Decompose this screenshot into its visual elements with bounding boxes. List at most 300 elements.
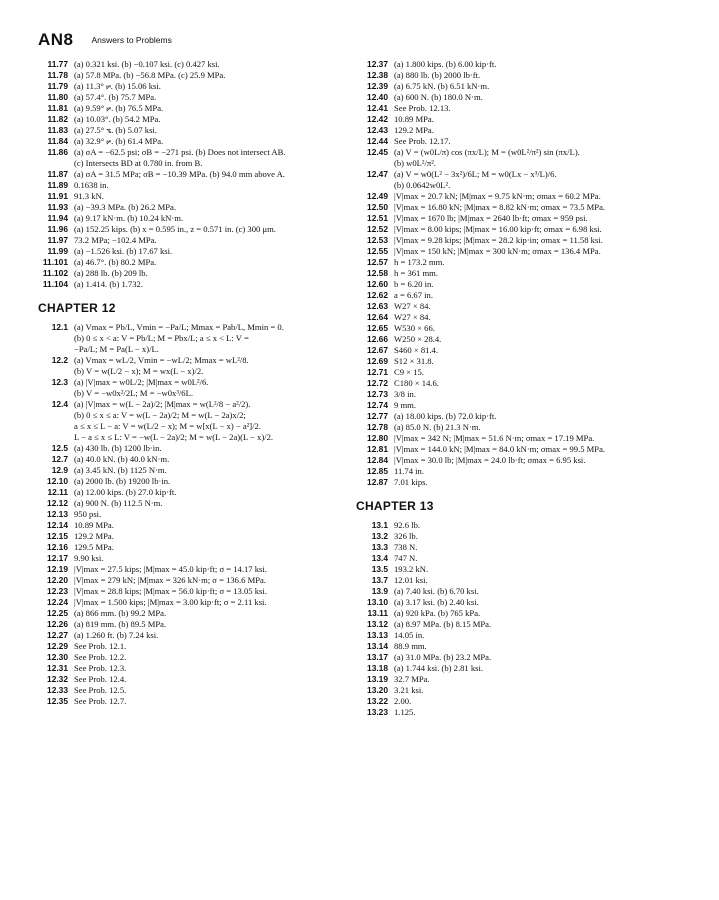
problem-number: 11.97: [47, 235, 68, 245]
answer-text: [394, 444, 693, 455]
problem-number: 13.14: [367, 641, 388, 651]
answer-row: [30, 279, 350, 290]
answer-row: [30, 465, 350, 476]
answer-line: 32.7 MPa.: [394, 674, 430, 684]
problem-number: 12.87: [367, 477, 388, 487]
answer-row: [353, 323, 693, 334]
answer-row: [30, 476, 350, 487]
answer-line: (a) 1.260 ft. (b) 7.24 ksi.: [74, 630, 159, 640]
answer-row: [353, 246, 693, 257]
answer-text: [74, 180, 350, 191]
answer-line: (b) 0.0642w0L².: [394, 180, 451, 190]
problem-number: 13.9: [371, 586, 388, 596]
problem-number: 12.33: [47, 685, 68, 695]
answer-row: [353, 356, 693, 367]
answer-text: [74, 531, 350, 542]
page-number: AN8: [38, 30, 74, 49]
answer-row: [353, 477, 693, 488]
answer-line: (a) 6.75 kN. (b) 6.51 kN·m.: [394, 81, 490, 91]
answer-line: L − a ≤ x ≤ L: V = −w(L − 2a)/2; M = w(L − 2a)(L − x)/2.: [74, 432, 274, 442]
answer-line: (a) 9.59° ⦬. (b) 76.5 MPa.: [74, 103, 164, 113]
answer-text: [74, 564, 350, 575]
problem-number: 12.66: [367, 334, 388, 344]
answer-text: [394, 685, 693, 696]
answer-text: [74, 674, 350, 685]
problem-number: 12.63: [367, 301, 388, 311]
answer-text: [394, 268, 693, 279]
answer-text: [74, 608, 350, 619]
problem-number: 12.2: [51, 355, 68, 365]
answer-text: [394, 378, 693, 389]
problem-number: 12.84: [367, 455, 388, 465]
answer-text: [394, 136, 693, 147]
answer-line: (a) 1.744 ksi. (b) 2.81 ksi.: [394, 663, 484, 673]
left-column: [30, 59, 350, 707]
answer-line: See Prob. 12.7.: [74, 696, 127, 706]
problem-number: 12.44: [367, 136, 388, 146]
answer-line: |V|max = 28.8 kips; |M|max = 56.0 kip·ft; σ = 13.05 ksi.: [74, 586, 267, 596]
answer-line: 3/8 in.: [394, 389, 416, 399]
problem-number: 12.74: [367, 400, 388, 410]
answer-row: [353, 312, 693, 323]
answer-text: [394, 619, 693, 630]
answer-line: (a) σA = 31.5 MPa; σB = −10.39 MPa. (b) 94.0 mm above A.: [74, 169, 285, 179]
answer-text: [74, 268, 350, 279]
problem-number: 12.13: [47, 509, 68, 519]
problem-number: 12.50: [367, 202, 388, 212]
answer-line: 92.6 lb.: [394, 520, 421, 530]
answer-line: (a) 8.97 MPa. (b) 8.15 MPa.: [394, 619, 492, 629]
answer-row: [353, 597, 693, 608]
answer-text: [394, 257, 693, 268]
answer-line: (a) 10.03°. (b) 54.2 MPa.: [74, 114, 161, 124]
answer-line: |V|max = 1.500 kips; |M|max = 3.00 kip·ft; σ = 2.11 ksi.: [74, 597, 267, 607]
answer-line: (a) 600 N. (b) 180.0 N·m.: [394, 92, 483, 102]
problem-number: 12.30: [47, 652, 68, 662]
answer-text: [394, 477, 693, 488]
answer-row: [353, 433, 693, 444]
answer-text: [394, 520, 693, 531]
answer-line: (a) 40.0 kN. (b) 40.0 kN·m.: [74, 454, 170, 464]
problem-number: 11.91: [47, 191, 68, 201]
problem-number: 11.94: [47, 213, 68, 223]
answer-line: (a) 920 kPa. (b) 765 kPa.: [394, 608, 481, 618]
answer-row: [30, 125, 350, 136]
problem-number: 12.49: [367, 191, 388, 201]
answer-row: [353, 279, 693, 290]
answer-line: W250 × 28.4.: [394, 334, 442, 344]
problem-number: 13.18: [367, 663, 388, 673]
answer-row: [30, 509, 350, 520]
answer-row: [30, 92, 350, 103]
answer-line: (a) 880 lb. (b) 2000 lb·ft.: [394, 70, 481, 80]
answer-row: [353, 213, 693, 224]
answer-row: [30, 564, 350, 575]
answer-text: [74, 246, 350, 257]
answer-text: [74, 509, 350, 520]
answer-row: [30, 268, 350, 279]
problem-number: 12.32: [47, 674, 68, 684]
answer-text: [394, 411, 693, 422]
answer-line: |V|max = 144.0 kN; |M|max = 84.0 kN·m; σmax = 99.5 MPa.: [394, 444, 606, 454]
answer-line: |V|max = 150 kN; |M|max = 300 kN·m; σmax = 136.4 MPa.: [394, 246, 601, 256]
problem-number: 12.72: [367, 378, 388, 388]
problem-number: 12.73: [367, 389, 388, 399]
problem-number: 11.87: [47, 169, 68, 179]
answer-row: [30, 202, 350, 213]
problem-number: 11.102: [42, 268, 68, 278]
answer-text: [74, 377, 350, 399]
answer-line: W27 × 84.: [394, 312, 431, 322]
answer-line: (c) Intersects BD at 0.780 in. from B.: [74, 158, 203, 168]
answer-row: [353, 542, 693, 553]
answer-line: 12.01 ksi.: [394, 575, 428, 585]
problem-number: 12.71: [367, 367, 388, 377]
answer-line: 91.3 kN.: [74, 191, 104, 201]
answer-line: (a) 27.5° ⦪. (b) 5.07 ksi.: [74, 125, 157, 135]
answer-text: [74, 191, 350, 202]
problem-number: 11.81: [47, 103, 68, 113]
answer-row: [353, 520, 693, 531]
answer-line: b = 6.20 in.: [394, 279, 434, 289]
problem-number: 11.80: [47, 92, 68, 102]
answer-text: [74, 476, 350, 487]
answer-text: [74, 70, 350, 81]
problem-number: 13.5: [371, 564, 388, 574]
answer-text: [74, 213, 350, 224]
problem-number: 12.43: [367, 125, 388, 135]
answer-line: 326 lb.: [394, 531, 418, 541]
answer-text: [394, 422, 693, 433]
answer-text: [394, 608, 693, 619]
problem-number: 13.22: [367, 696, 388, 706]
answer-text: [74, 235, 350, 246]
answer-row: [353, 114, 693, 125]
answer-text: [394, 103, 693, 114]
answer-line: (a) 3.45 kN. (b) 1125 N·m.: [74, 465, 167, 475]
answer-line: C9 × 15.: [394, 367, 424, 377]
problem-number: 12.57: [367, 257, 388, 267]
problem-number: 12.85: [367, 466, 388, 476]
answer-text: [394, 312, 693, 323]
problem-number: 12.26: [47, 619, 68, 629]
answer-line: (a) |V|max = w0L/2; |M|max = w0L²/6.: [74, 377, 209, 387]
problem-number: 13.1: [371, 520, 388, 530]
problem-number: 12.67: [367, 345, 388, 355]
answer-row: [353, 400, 693, 411]
answer-line: (a) V = (w0L/π) cos (πx/L); M = (w0L²/π²) sin (πx/L).: [394, 147, 580, 157]
problem-number: 12.64: [367, 312, 388, 322]
answer-row: [353, 59, 693, 70]
answer-text: [74, 641, 350, 652]
answer-text: [74, 399, 350, 443]
problem-number: 13.20: [367, 685, 388, 695]
answer-row: [353, 81, 693, 92]
answer-line: 2.00.: [394, 696, 412, 706]
answer-text: [74, 465, 350, 476]
answer-text: [394, 542, 693, 553]
answer-row: [353, 608, 693, 619]
answer-text: [394, 81, 693, 92]
answer-line: S460 × 81.4.: [394, 345, 439, 355]
answer-text: [74, 103, 350, 114]
answer-line: (a) 900 N. (b) 112.5 N·m.: [74, 498, 163, 508]
problem-number: 13.19: [367, 674, 388, 684]
answer-line: 129.2 MPa.: [394, 125, 434, 135]
answer-text: [74, 619, 350, 630]
answer-line: (a) |V|max = w(L − 2a)/2; |M|max = w(L²/8 − a²/2).: [74, 399, 251, 409]
answer-row: [30, 169, 350, 180]
answer-row: [30, 257, 350, 268]
answer-text: [394, 575, 693, 586]
answer-row: [30, 542, 350, 553]
problem-number: 12.39: [367, 81, 388, 91]
problem-number: 12.11: [47, 487, 68, 497]
answer-text: [394, 367, 693, 378]
answer-line: (a) 0.321 ksi. (b) −0.107 ksi. (c) 0.427 ksi.: [74, 59, 220, 69]
answer-text: [74, 498, 350, 509]
answer-text: [394, 641, 693, 652]
answer-row: [353, 422, 693, 433]
answer-row: [353, 345, 693, 356]
answer-row: [353, 290, 693, 301]
answer-line: See Prob. 12.1.: [74, 641, 127, 651]
answer-line: (a) σA = −62.5 psi; σB = −271 psi. (b) Does not intersect AB.: [74, 147, 286, 157]
answer-row: [30, 696, 350, 707]
answer-line: (a) 11.3° ⦬. (b) 15.06 ksi.: [74, 81, 161, 91]
answer-text: [74, 202, 350, 213]
answer-line: (b) w0L²/π².: [394, 158, 436, 168]
answer-row: [30, 641, 350, 652]
answer-row: [353, 224, 693, 235]
answer-line: (a) 7.40 ksi. (b) 6.70 ksi.: [394, 586, 479, 596]
answer-row: [30, 498, 350, 509]
answer-row: [353, 334, 693, 345]
answer-text: [394, 466, 693, 477]
problem-number: 12.7: [51, 454, 68, 464]
answer-text: [394, 356, 693, 367]
problem-number: 12.77: [367, 411, 388, 421]
problem-number: 13.23: [367, 707, 388, 717]
answer-text: [74, 169, 350, 180]
answer-line: |V|max = 20.7 kN; |M|max = 9.75 kN·m; σmax = 60.2 MPa.: [394, 191, 601, 201]
answer-text: [74, 136, 350, 147]
answer-line: h = 173.2 mm.: [394, 257, 445, 267]
answer-row: [30, 377, 350, 399]
answer-text: [394, 323, 693, 334]
answer-line: (a) 18.00 kips. (b) 72.0 kip·ft.: [394, 411, 497, 421]
answer-line: (a) 2000 lb. (b) 19200 lb·in.: [74, 476, 171, 486]
answer-text: [74, 454, 350, 465]
answer-text: [74, 355, 350, 377]
answer-line: (a) −39.3 MPa. (b) 26.2 MPa.: [74, 202, 176, 212]
answer-row: [353, 70, 693, 81]
answer-row: [353, 169, 693, 191]
answer-text: [74, 696, 350, 707]
answer-row: [30, 70, 350, 81]
problem-number: 12.55: [367, 246, 388, 256]
answer-text: [74, 652, 350, 663]
answer-text: [394, 707, 693, 718]
answer-line: 7.01 kips.: [394, 477, 428, 487]
answer-line: |V|max = 8.00 kips; |M|max = 16.00 kip·ft; σmax = 6.98 ksi.: [394, 224, 602, 234]
answer-row: [30, 103, 350, 114]
problem-number: 11.104: [42, 279, 68, 289]
problem-number: 12.37: [367, 59, 388, 69]
answer-line: (a) 866 mm. (b) 99.2 MPa.: [74, 608, 167, 618]
answer-text: [394, 202, 693, 213]
answer-row: [353, 235, 693, 246]
answer-line: 129.2 MPa.: [74, 531, 114, 541]
answer-text: [394, 696, 693, 707]
problem-number: 12.10: [47, 476, 68, 486]
answer-row: [353, 641, 693, 652]
problem-number: 13.12: [367, 619, 388, 629]
answer-row: [30, 531, 350, 542]
answer-row: [353, 367, 693, 378]
answer-row: [30, 520, 350, 531]
problem-number: 12.5: [51, 443, 68, 453]
answer-row: [353, 466, 693, 477]
answer-line: (a) Vmax = wL/2, Vmin = −wL/2; Mmax = wL²/8.: [74, 355, 249, 365]
answer-row: [353, 455, 693, 466]
answer-row: [30, 652, 350, 663]
answer-row: [353, 696, 693, 707]
problem-number: 11.101: [42, 257, 68, 267]
answer-text: [74, 279, 350, 290]
answer-line: (b) V = −w0x²/2L; M = −w0x³/6L.: [74, 388, 193, 398]
problem-number: 12.20: [47, 575, 68, 585]
answer-line: |V|max = 16.80 kN; |M|max = 8.82 kN·m; σmax = 73.5 MPa.: [394, 202, 606, 212]
answer-line: (a) −1.526 ksi. (b) 17.67 ksi.: [74, 246, 173, 256]
answer-text: [74, 597, 350, 608]
answer-line: (b) 0 ≤ x < a: V = Pb/L; M = Pbx/L; a ≤ x < L: V =: [74, 333, 249, 343]
answer-row: [353, 630, 693, 641]
answer-line: 3.21 ksi.: [394, 685, 424, 695]
problem-number: 12.53: [367, 235, 388, 245]
answer-row: [30, 191, 350, 202]
problem-number: 12.62: [367, 290, 388, 300]
problem-number: 12.3: [51, 377, 68, 387]
answer-row: [353, 663, 693, 674]
problem-number: 12.81: [367, 444, 388, 454]
page-header: [38, 30, 172, 50]
answer-text: [74, 147, 350, 169]
answer-text: [74, 487, 350, 498]
answer-line: (a) 57.8 MPa. (b) −56.8 MPa. (c) 25.9 MPa.: [74, 70, 226, 80]
answer-row: [30, 114, 350, 125]
answer-text: [394, 455, 693, 466]
answer-line: 88.9 mm.: [394, 641, 427, 651]
problem-number: 12.65: [367, 323, 388, 333]
answer-row: [353, 619, 693, 630]
problem-number: 12.9: [51, 465, 68, 475]
answer-line: h = 361 mm.: [394, 268, 438, 278]
answer-text: [74, 663, 350, 674]
problem-number: 11.93: [47, 202, 68, 212]
answer-row: [30, 597, 350, 608]
problem-number: 11.82: [47, 114, 68, 124]
problem-number: 12.35: [47, 696, 68, 706]
answer-text: [394, 674, 693, 685]
answer-text: [394, 224, 693, 235]
answer-row: [353, 652, 693, 663]
problem-number: 12.29: [47, 641, 68, 651]
answer-row: [353, 707, 693, 718]
answer-line: W530 × 66.: [394, 323, 435, 333]
problem-number: 11.77: [47, 59, 68, 69]
problem-number: 12.78: [367, 422, 388, 432]
answer-line: W27 × 84.: [394, 301, 431, 311]
answer-row: [30, 674, 350, 685]
problem-number: 12.60: [367, 279, 388, 289]
answer-row: [353, 553, 693, 564]
answer-text: [74, 322, 350, 355]
problem-number: 12.23: [47, 586, 68, 596]
problem-number: 11.83: [47, 125, 68, 135]
answer-text: [394, 279, 693, 290]
problem-number: 12.58: [367, 268, 388, 278]
answer-line: (a) 1.414. (b) 1.732.: [74, 279, 143, 289]
problem-number: 12.4: [51, 399, 68, 409]
section-title: Answers to Problems: [91, 35, 172, 45]
answer-line: (a) 430 lb. (b) 1200 lb·in.: [74, 443, 162, 453]
problem-number: 12.24: [47, 597, 68, 607]
problem-number: 12.27: [47, 630, 68, 640]
answer-row: [353, 674, 693, 685]
answer-row: [353, 411, 693, 422]
answer-text: [74, 257, 350, 268]
answer-line: a = 6.67 in.: [394, 290, 433, 300]
answer-line: 10.89 MPa.: [394, 114, 434, 124]
answer-line: (a) V = w0(L² − 3x²)/6L; M = w0(Lx − x³/L)/6.: [394, 169, 557, 179]
answer-row: [30, 322, 350, 355]
problem-number: 12.42: [367, 114, 388, 124]
problem-number: 11.89: [47, 180, 68, 190]
answer-line: (a) 3.17 ksi. (b) 2.40 ksi.: [394, 597, 479, 607]
answer-row: [30, 213, 350, 224]
answer-text: [394, 169, 693, 191]
answer-text: [394, 59, 693, 70]
answer-line: 10.89 MPa.: [74, 520, 114, 530]
answer-line: |V|max = 1670 lb; |M|max = 2640 lb·ft; σmax = 959 psi.: [394, 213, 588, 223]
chapter-heading: CHAPTER 12: [38, 301, 116, 315]
answer-line: (b) 0 ≤ x ≤ a: V = w(L − 2a)/2; M = w(L − 2a)x/2;: [74, 410, 246, 420]
answer-text: [394, 564, 693, 575]
answer-row: [30, 454, 350, 465]
answer-row: [30, 619, 350, 630]
answer-text: [394, 301, 693, 312]
problem-number: 12.45: [367, 147, 388, 157]
answer-text: [74, 81, 350, 92]
answer-text: [74, 114, 350, 125]
answer-text: [394, 586, 693, 597]
answer-line: 129.5 MPa.: [74, 542, 114, 552]
problem-number: 12.69: [367, 356, 388, 366]
answer-row: [353, 301, 693, 312]
answer-row: [30, 630, 350, 641]
answer-text: [394, 213, 693, 224]
answer-line: (a) 152.25 kips. (b) x = 0.595 in., z = 0.571 in. (c) 300 μm.: [74, 224, 276, 234]
answer-text: [74, 542, 350, 553]
answer-line: S12 × 31.8.: [394, 356, 434, 366]
answer-row: [30, 59, 350, 70]
chapter-heading: CHAPTER 13: [356, 499, 434, 513]
problem-number: 11.96: [47, 224, 68, 234]
problem-number: 13.17: [367, 652, 388, 662]
answer-line: See Prob. 12.3.: [74, 663, 127, 673]
answer-text: [74, 586, 350, 597]
